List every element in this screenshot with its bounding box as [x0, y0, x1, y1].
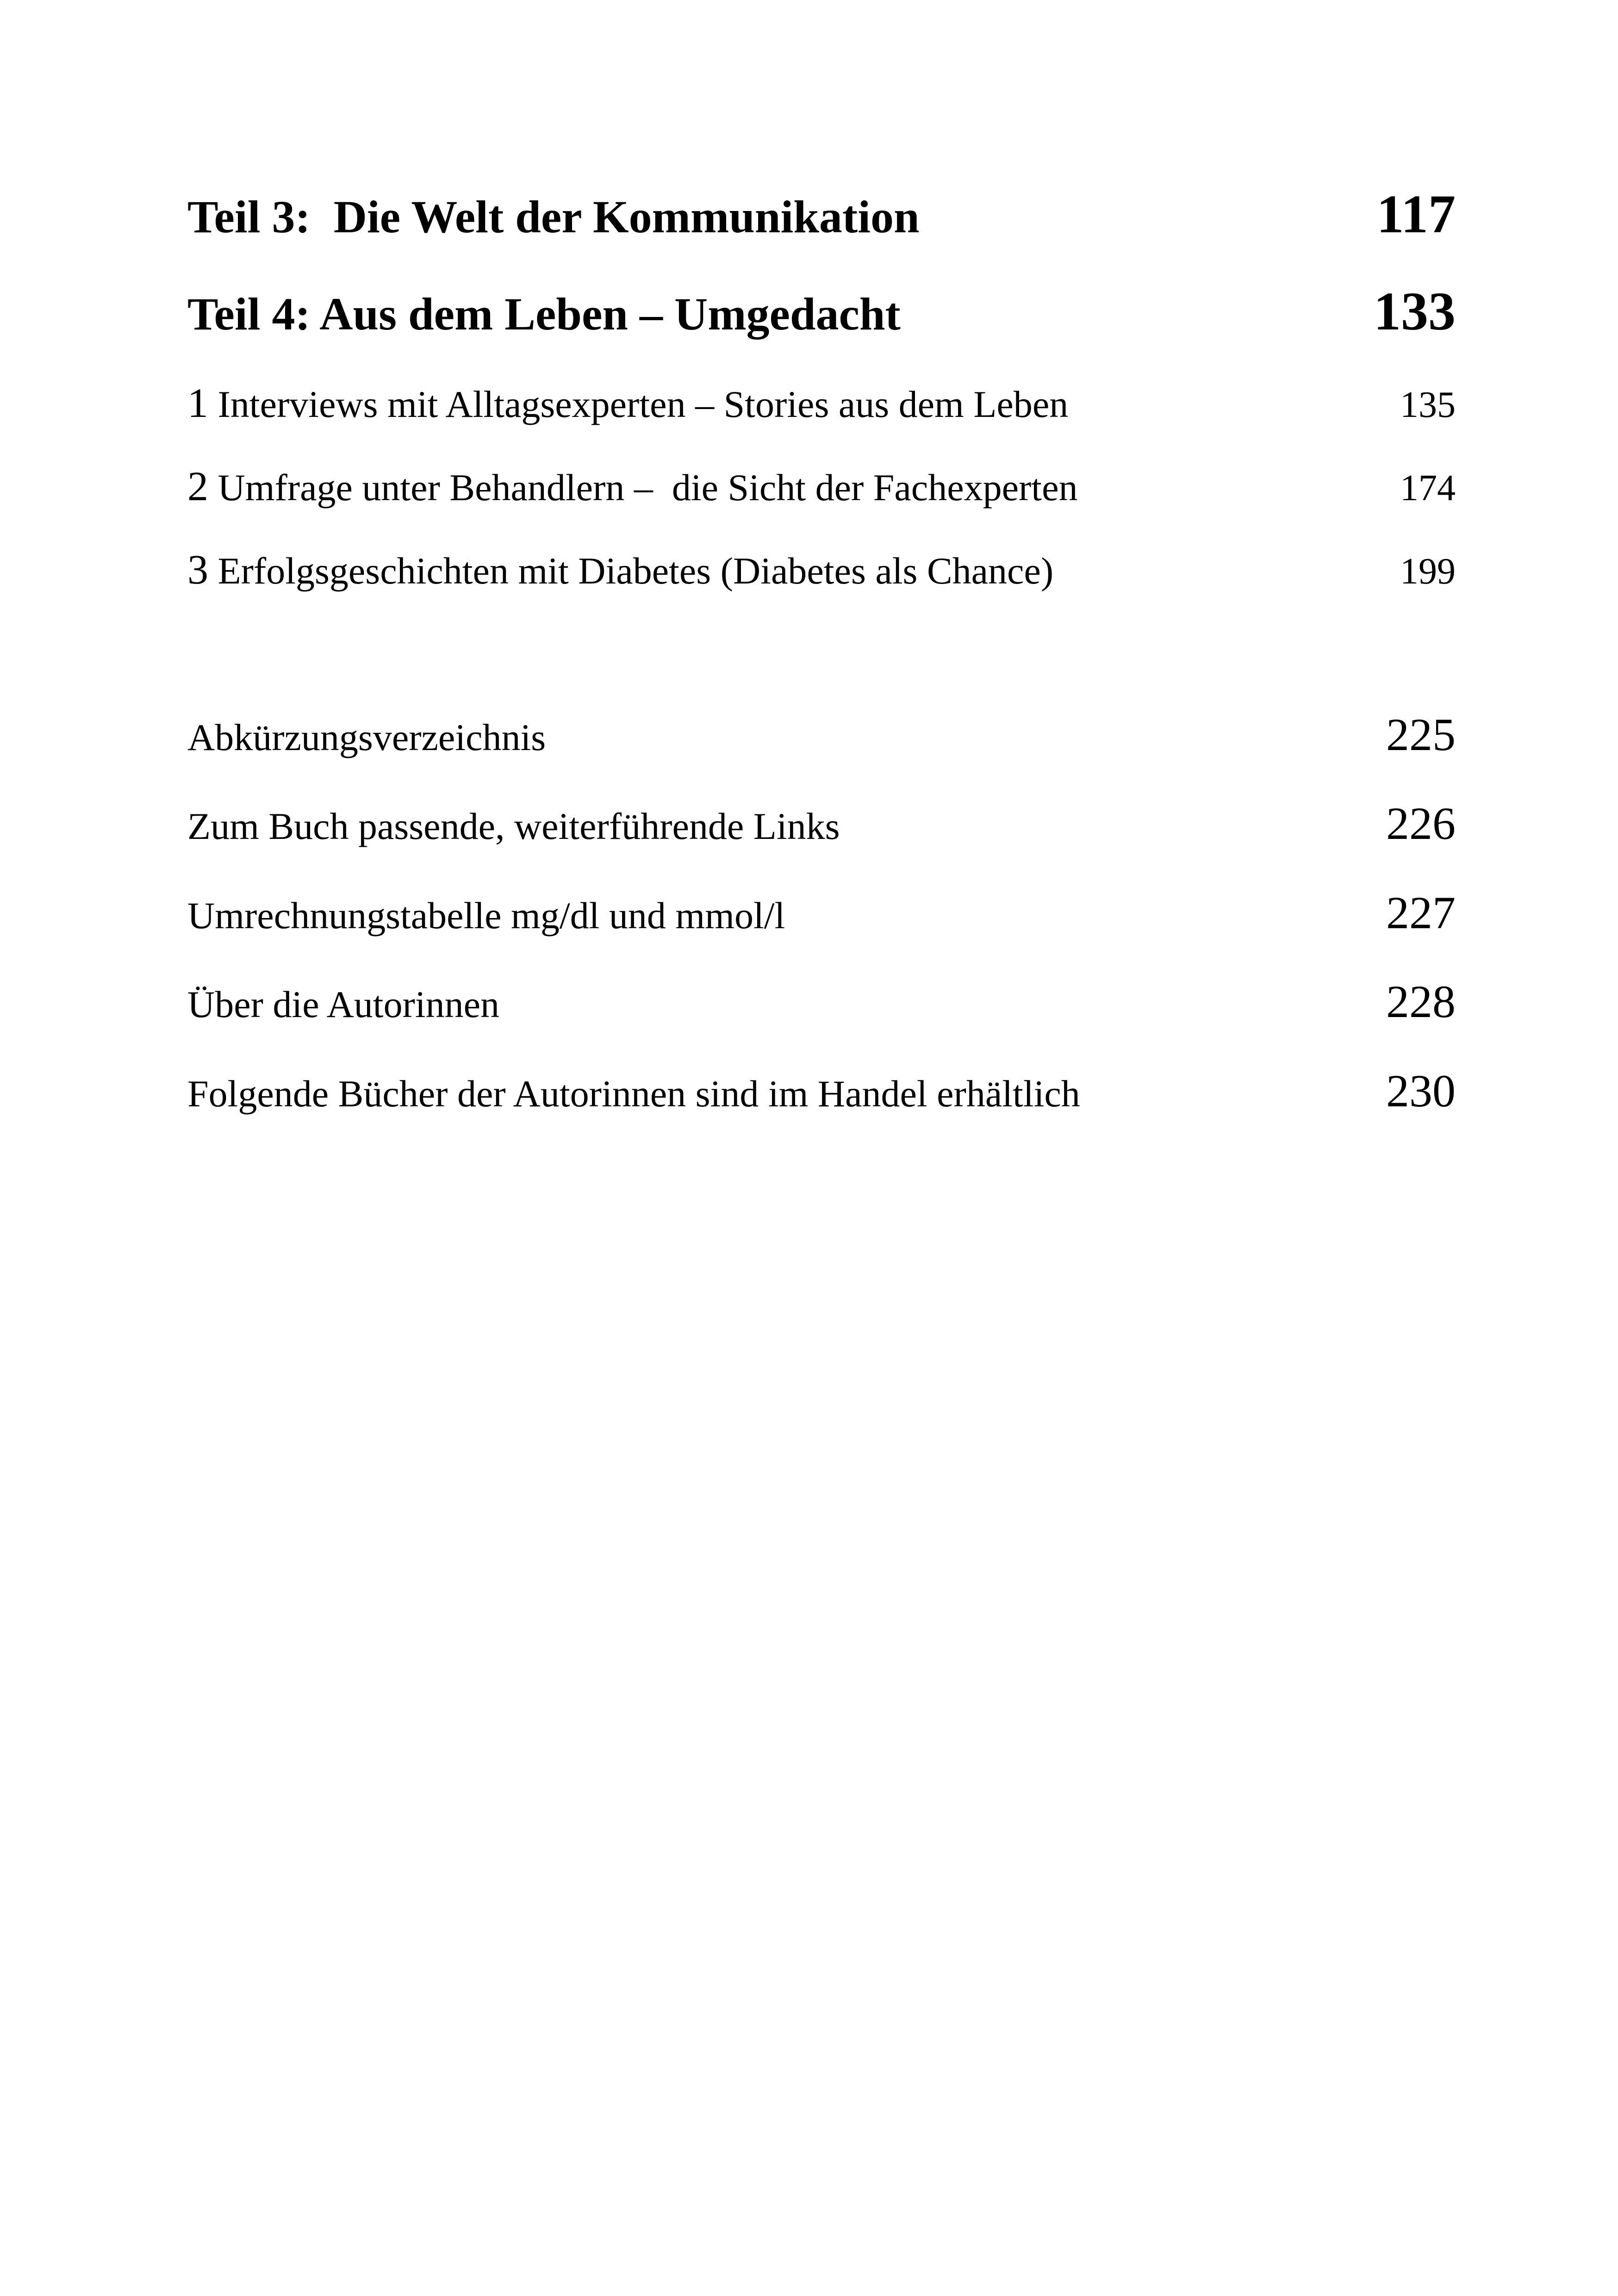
toc-chapter-title: Erfolgsgeschichten mit Diabetes (Diabetes als Chance) [218, 550, 1054, 592]
toc-chapter-title: Interviews mit Alltagsexperten – Stories aus dem Leben [218, 383, 1069, 425]
toc-chapter-number: 3 [187, 547, 208, 593]
toc-appendix-page: 228 [1386, 976, 1456, 1027]
toc-appendix-page: 230 [1386, 1065, 1456, 1117]
toc-appendix-item [187, 797, 1456, 850]
toc-appendix-page: 226 [1386, 798, 1456, 849]
toc-appendix-title: Über die Autorinnen [187, 983, 500, 1025]
toc-appendix-item [187, 975, 1456, 1028]
toc-appendix-title: Folgende Bücher der Autorinnen sind im Handel erhältlich [187, 1073, 1080, 1115]
toc-chapter-2 [187, 463, 1456, 510]
toc-part-page: 133 [1374, 281, 1456, 341]
toc-appendix-title: Abkürzungsverzeichnis [187, 716, 546, 758]
toc-chapter-page: 199 [1400, 551, 1456, 592]
toc-chapter-number: 2 [187, 464, 208, 509]
table-of-contents [187, 0, 1456, 2296]
toc-chapter-3 [187, 546, 1456, 594]
toc-chapter-1 [187, 379, 1456, 427]
toc-appendix-item [187, 1064, 1456, 1117]
toc-chapter-number: 1 [187, 380, 208, 426]
toc-appendix-page: 227 [1386, 887, 1456, 938]
toc-appendix-item [187, 886, 1456, 939]
toc-appendix-title: Zum Buch passende, weiterführende Links [187, 805, 840, 847]
toc-part-4 [187, 280, 1456, 343]
toc-chapter-page: 135 [1400, 385, 1456, 425]
toc-part-3 [187, 183, 1456, 246]
toc-chapter-page: 174 [1400, 468, 1456, 509]
toc-appendix-page: 225 [1386, 709, 1456, 760]
toc-part-title: Teil 4: Aus dem Leben – Umgedacht [187, 288, 901, 340]
toc-part-title: Teil 3: Die Welt der Kommunikation [187, 191, 920, 242]
toc-part-page: 117 [1376, 184, 1456, 244]
toc-appendix-title: Umrechnungstabelle mg/dl und mmol/l [187, 894, 785, 937]
toc-chapter-title: Umfrage unter Behandlern – die Sicht der Fachexperten [218, 466, 1078, 509]
toc-appendix-item [187, 708, 1456, 761]
